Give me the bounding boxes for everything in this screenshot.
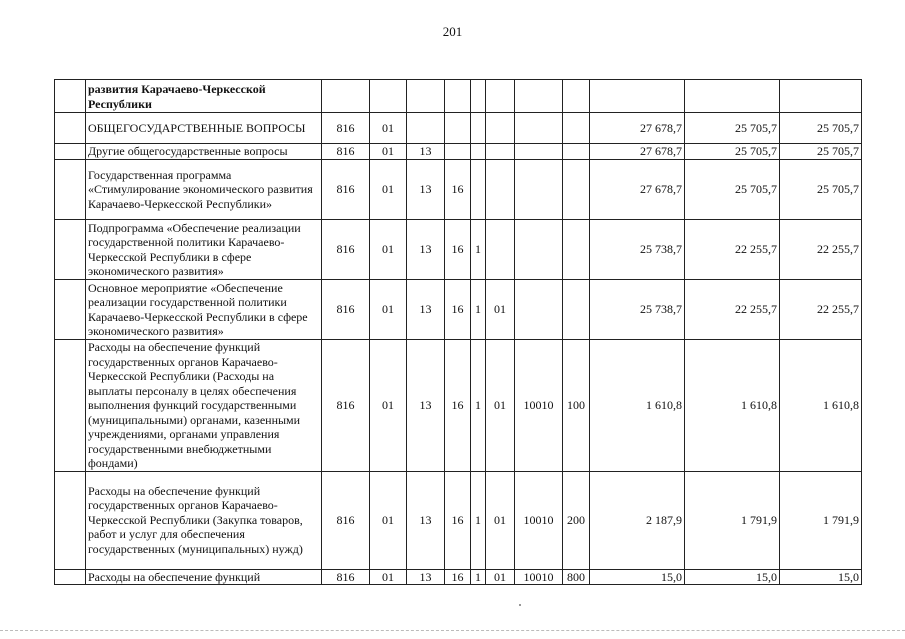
expense-type-code-cell: 800	[563, 569, 590, 585]
section-code-cell: 01	[370, 340, 407, 472]
amount-year-3-cell: 25 705,7	[780, 144, 862, 160]
table-row	[55, 471, 862, 569]
section-code-cell: 01	[370, 113, 407, 144]
row-name: Основное мероприятие «Обеспечение реализации государственной политики Карачаево-Черкесской Республики в сфере экономического развития»	[86, 280, 322, 340]
amount-year-1-cell: 27 678,7	[590, 113, 685, 144]
direction-code-cell	[515, 160, 563, 220]
table-row	[55, 280, 862, 340]
program-code-cell: 16	[445, 160, 471, 220]
program-code-cell	[445, 144, 471, 160]
event-code-cell	[486, 80, 515, 113]
budget-table-body	[55, 80, 862, 585]
grbs-code-cell	[322, 80, 370, 113]
table-row	[55, 80, 862, 113]
row-name: Расходы на обеспечение функций государственных органов Карачаево-Черкесской Республики (Закупка товаров, работ и услуг для обеспечения государственных (муниципальных) нужд)	[86, 471, 322, 569]
grbs-code-cell: 816	[322, 220, 370, 280]
subprogram-code-cell: 1	[471, 220, 486, 280]
table-row	[55, 144, 862, 160]
subsection-code-cell: 13	[407, 340, 445, 472]
subsection-code-cell: 13	[407, 220, 445, 280]
grbs-code-cell: 816	[322, 569, 370, 585]
row-number-cell	[55, 144, 86, 160]
subprogram-code-cell	[471, 80, 486, 113]
program-code-cell: 16	[445, 569, 471, 585]
budget-table	[54, 79, 862, 585]
subprogram-code-cell	[471, 144, 486, 160]
row-name: Подпрограмма «Обеспечение реализации государственной политики Карачаево-Черкесской Республики в сфере экономического развития»	[86, 220, 322, 280]
amount-year-1-cell: 27 678,7	[590, 160, 685, 220]
event-code-cell: 01	[486, 471, 515, 569]
direction-code-cell	[515, 144, 563, 160]
section-code-cell: 01	[370, 280, 407, 340]
subprogram-code-cell	[471, 113, 486, 144]
row-number-cell	[55, 80, 86, 113]
event-code-cell: 01	[486, 340, 515, 472]
row-number-cell	[55, 220, 86, 280]
event-code-cell	[486, 144, 515, 160]
direction-code-cell	[515, 220, 563, 280]
grbs-code-cell: 816	[322, 471, 370, 569]
expense-type-code-cell	[563, 80, 590, 113]
amount-year-1-cell: 1 610,8	[590, 340, 685, 472]
subprogram-code-cell: 1	[471, 569, 486, 585]
page-bottom-edge	[0, 630, 905, 631]
amount-year-2-cell: 15,0	[685, 569, 780, 585]
program-code-cell	[445, 80, 471, 113]
table-row	[55, 220, 862, 280]
amount-year-2-cell: 1 791,9	[685, 471, 780, 569]
amount-year-1-cell: 25 738,7	[590, 280, 685, 340]
page-number: 201	[442, 24, 463, 39]
direction-code-cell: 10010	[515, 471, 563, 569]
grbs-code-cell: 816	[322, 160, 370, 220]
row-number-cell	[55, 160, 86, 220]
event-code-cell: 01	[486, 569, 515, 585]
program-code-cell: 16	[445, 220, 471, 280]
amount-year-3-cell: 25 705,7	[780, 160, 862, 220]
subprogram-code-cell	[471, 160, 486, 220]
section-code-cell: 01	[370, 471, 407, 569]
amount-year-3-cell: 1 791,9	[780, 471, 862, 569]
row-number-cell	[55, 113, 86, 144]
grbs-code-cell: 816	[322, 280, 370, 340]
amount-year-3-cell: 1 610,8	[780, 340, 862, 472]
expense-type-code-cell	[563, 113, 590, 144]
table-row	[55, 113, 862, 144]
subsection-code-cell: 13	[407, 471, 445, 569]
subsection-code-cell: 13	[407, 144, 445, 160]
row-number-cell	[55, 340, 86, 472]
expense-type-code-cell	[563, 160, 590, 220]
program-code-cell	[445, 113, 471, 144]
subprogram-code-cell: 1	[471, 471, 486, 569]
program-code-cell: 16	[445, 471, 471, 569]
row-number-cell	[55, 471, 86, 569]
amount-year-2-cell: 22 255,7	[685, 280, 780, 340]
direction-code-cell: 10010	[515, 569, 563, 585]
row-name: ОБЩЕГОСУДАРСТВЕННЫЕ ВОПРОСЫ	[86, 113, 322, 144]
event-code-cell	[486, 160, 515, 220]
row-name: Расходы на обеспечение функций государственных органов Карачаево-Черкесской Республики (Расходы на выплаты персоналу в целях обеспечения выполнения функций государственными (муниципальными) органами, казенными учреждениями, органами управления государственными внебюджетными фондами)	[86, 340, 322, 472]
subsection-code-cell	[407, 80, 445, 113]
event-code-cell	[486, 220, 515, 280]
section-code-cell: 01	[370, 569, 407, 585]
table-row	[55, 569, 862, 585]
expense-type-code-cell	[563, 144, 590, 160]
grbs-code-cell: 816	[322, 340, 370, 472]
amount-year-2-cell: 25 705,7	[685, 160, 780, 220]
section-code-cell: 01	[370, 220, 407, 280]
amount-year-3-cell	[780, 80, 862, 113]
table-row	[55, 340, 862, 472]
amount-year-1-cell: 15,0	[590, 569, 685, 585]
subsection-code-cell	[407, 113, 445, 144]
row-number-cell	[55, 569, 86, 585]
expense-type-code-cell	[563, 220, 590, 280]
table-row	[55, 160, 862, 220]
scan-speck	[519, 604, 521, 606]
program-code-cell: 16	[445, 280, 471, 340]
expense-type-code-cell: 200	[563, 471, 590, 569]
subprogram-code-cell: 1	[471, 280, 486, 340]
section-code-cell: 01	[370, 144, 407, 160]
amount-year-1-cell: 25 738,7	[590, 220, 685, 280]
section-code-cell	[370, 80, 407, 113]
amount-year-3-cell: 15,0	[780, 569, 862, 585]
grbs-code-cell: 816	[322, 144, 370, 160]
amount-year-3-cell: 25 705,7	[780, 113, 862, 144]
row-name: Другие общегосударственные вопросы	[86, 144, 322, 160]
subsection-code-cell: 13	[407, 280, 445, 340]
amount-year-2-cell: 1 610,8	[685, 340, 780, 472]
subsection-code-cell: 13	[407, 160, 445, 220]
row-name: Государственная программа «Стимулирование экономического развития Карачаево-Черкесской Республики»	[86, 160, 322, 220]
subprogram-code-cell: 1	[471, 340, 486, 472]
expense-type-code-cell	[563, 280, 590, 340]
expense-type-code-cell: 100	[563, 340, 590, 472]
amount-year-3-cell: 22 255,7	[780, 280, 862, 340]
row-number-cell	[55, 280, 86, 340]
event-code-cell: 01	[486, 280, 515, 340]
amount-year-1-cell	[590, 80, 685, 113]
grbs-code-cell: 816	[322, 113, 370, 144]
amount-year-1-cell: 2 187,9	[590, 471, 685, 569]
direction-code-cell: 10010	[515, 340, 563, 472]
row-name: Расходы на обеспечение функций	[86, 569, 322, 585]
amount-year-3-cell: 22 255,7	[780, 220, 862, 280]
direction-code-cell	[515, 80, 563, 113]
direction-code-cell	[515, 280, 563, 340]
program-code-cell: 16	[445, 340, 471, 472]
section-code-cell: 01	[370, 160, 407, 220]
direction-code-cell	[515, 113, 563, 144]
amount-year-2-cell: 25 705,7	[685, 113, 780, 144]
amount-year-2-cell: 22 255,7	[685, 220, 780, 280]
amount-year-2-cell	[685, 80, 780, 113]
event-code-cell	[486, 113, 515, 144]
row-name: развития Карачаево-Черкесской Республики	[86, 80, 322, 113]
amount-year-1-cell: 27 678,7	[590, 144, 685, 160]
amount-year-2-cell: 25 705,7	[685, 144, 780, 160]
subsection-code-cell: 13	[407, 569, 445, 585]
